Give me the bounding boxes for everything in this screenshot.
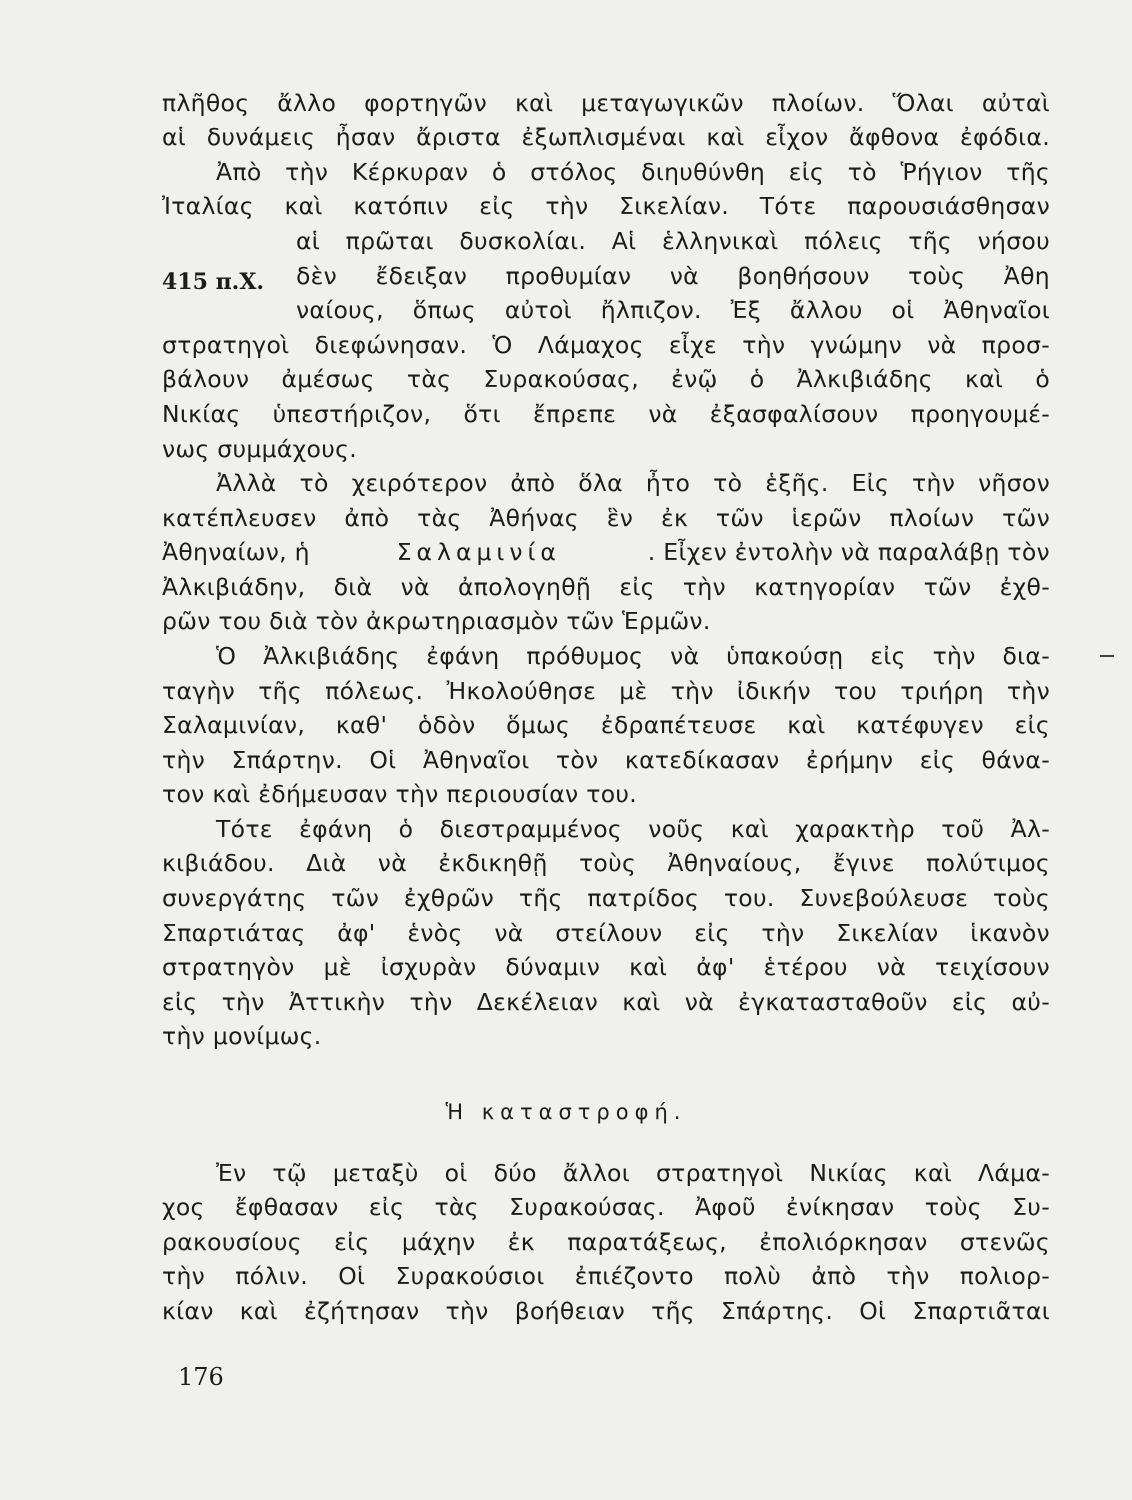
text-line: Σαλαμινίαν, καθ' ὁδὸν ὅμως ἐδραπέτευσε καὶ κατέφυγεν εἰς: [162, 711, 1050, 739]
text-line: Ἰταλίας καὶ κατόπιν εἰς τὴν Σικελίαν. Τότε παρουσιάσθησαν: [162, 192, 1050, 220]
text-line: Ἀλλὰ τὸ χειρότερον ἀπὸ ὅλα ἦτο τὸ ἑξῆς. Εἰς τὴν νῆσον: [216, 469, 1050, 497]
text-line: αἱ πρῶται δυσκολίαι. Αἱ ἑλληνικαὶ πόλεις τῆς νήσου: [296, 227, 1050, 255]
text-line: στρατηγὸν μὲ ἰσχυρὰν δύναμιν καὶ ἀφ' ἑτέρου νὰ τειχίσουν: [162, 953, 1050, 981]
text-line: ρῶν του διὰ τὸν ἀκρωτηριασμὸν τῶν Ἑρμῶν.: [162, 607, 711, 635]
text-line: βάλουν ἀμέσως τὰς Συρακούσας, ἐνῷ ὁ Ἀλκιβιάδης καὶ ὁ: [162, 365, 1050, 393]
text-line: τὴν Σπάρτην. Οἱ Ἀθηναῖοι τὸν κατεδίκασαν ἐρήμην εἰς θάνα-: [162, 746, 1050, 774]
text-line: πλῆθος ἄλλο φορτηγῶν καὶ μεταγωγικῶν πλοίων. Ὅλαι αὐταὶ: [162, 89, 1050, 117]
text-line: στρατηγοὶ διεφώνησαν. Ὁ Λάμαχος εἶχε τὴν γνώμην νὰ προσ-: [162, 331, 1050, 359]
margin-date-note: 415 π.Χ.: [162, 269, 265, 295]
text-line: τον καὶ ἐδήμευσαν τὴν περιουσίαν του.: [162, 780, 638, 808]
section-heading: Ἡ καταστροφή.: [445, 1100, 687, 1124]
text-line: αἱ δυνάμεις ἦσαν ἄριστα ἐξωπλισμέναι καὶ εἶχον ἄφθονα ἐφόδια.: [162, 123, 1050, 151]
text-line: κιβιάδου. Διὰ νὰ ἐκδικηθῇ τοὺς Ἀθηναίους, ἔγινε πολύτιμος: [162, 849, 1050, 877]
text-line: ρακουσίους εἰς μάχην ἐκ παρατάξεως, ἐπολιόρκησαν στενῶς: [162, 1228, 1050, 1256]
text-line: ταγὴν τῆς πόλεως. Ἠκολούθησε μὲ τὴν ἰδικήν του τριήρη τὴν: [162, 677, 1050, 705]
text-line: [162, 535, 1050, 569]
text-line: τὴν πόλιν. Οἱ Συρακούσιοι ἐπιέζοντο πολὺ ἀπὸ τὴν πολιορ-: [162, 1262, 1050, 1290]
text-line: συνεργάτης τῶν ἐχθρῶν τῆς πατρίδος του. Συνεβούλευσε τοὺς: [162, 884, 1050, 912]
text-line: Σπαρτιάτας ἀφ' ἑνὸς νὰ στείλουν εἰς τὴν Σικελίαν ἱκανὸν: [162, 919, 1050, 947]
text-line: κίαν καὶ ἐζήτησαν τὴν βοήθειαν τῆς Σπάρτης. Οἱ Σπαρτιᾶται: [162, 1297, 1050, 1325]
text-segment: Ἀθηναίων, ἡ: [162, 538, 310, 566]
text-line: Ἀπὸ τὴν Κέρκυραν ὁ στόλος διηυθύνθη εἰς τὸ Ῥήγιον τῆς: [216, 158, 1050, 186]
text-line: Ἐν τῷ μεταξὺ οἱ δύο ἄλλοι στρατηγοὶ Νικίας καὶ Λάμα-: [216, 1159, 1050, 1187]
text-line: δὲν ἔδειξαν προθυμίαν νὰ βοηθήσουν τοὺς Ἀθη: [296, 262, 1050, 290]
text-line: Νικίας ὑπεστήριζον, ὅτι ἔπρεπε νὰ ἐξασφαλίσουν προηγουμέ-: [162, 400, 1050, 428]
text-line: νως συμμάχους.: [162, 435, 357, 463]
ship-name-spaced: Σαλαμινία: [396, 538, 561, 566]
text-line: Τότε ἐφάνη ὁ διεστραμμένος νοῦς καὶ χαρακτὴρ τοῦ Ἀλ-: [216, 815, 1050, 843]
text-line: τὴν μονίμως.: [162, 1022, 322, 1050]
text-segment: . Εἶχεν ἐντολὴν νὰ παραλάβῃ τὸν: [647, 538, 1050, 566]
text-line: εἰς τὴν Ἀττικὴν τὴν Δεκέλειαν καὶ νὰ ἐγκατασταθοῦν εἰς αὐ-: [162, 988, 1050, 1016]
text-line: ναίους, ὅπως αὐτοὶ ἤλπιζον. Ἐξ ἄλλου οἱ Ἀθηναῖοι: [296, 296, 1050, 324]
text-line: κατέπλευσεν ἀπὸ τὰς Ἀθήνας ἓν ἐκ τῶν ἱερῶν πλοίων τῶν: [162, 504, 1050, 532]
text-line: χος ἔφθασαν εἰς τὰς Συρακούσας. Ἀφοῦ ἐνίκησαν τοὺς Συ-: [162, 1193, 1050, 1221]
text-line: Ἀλκιβιάδην, διὰ νὰ ἀπολογηθῇ εἰς τὴν κατηγορίαν τῶν ἐχθ-: [162, 573, 1050, 601]
page-number: 176: [178, 1363, 224, 1391]
text-line: Ὁ Ἀλκιβιάδης ἐφάνη πρόθυμος νὰ ὑπακούσῃ εἰς τὴν δια-: [216, 642, 1050, 670]
scan-edge-mark: [1100, 655, 1114, 657]
